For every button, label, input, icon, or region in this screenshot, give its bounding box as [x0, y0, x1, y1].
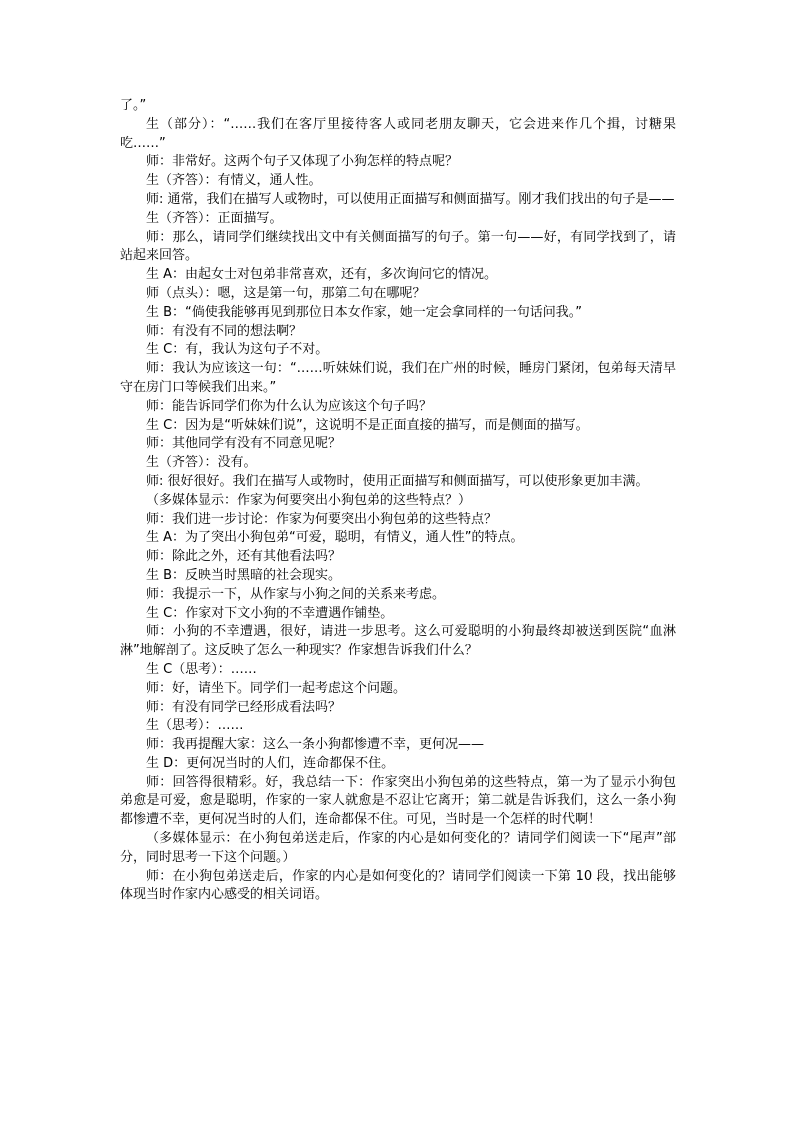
paragraph: 生（部分）：“……我们在客厅里接待客人或同老朋友聊天，它会进来作几个揖，讨糖果吃……” [120, 116, 676, 151]
paragraph: 生 A：由起女士对包弟非常喜欢，还有，多次询问它的情况。 [146, 267, 498, 283]
paragraph: 师：有没有同学已经形成看法吗？ [146, 699, 342, 715]
paragraph: 师：小狗的不幸遭遇，很好，请进一步思考。这么可爱聪明的小狗最终却被送到医院“血淋淋”地解剖了。这反映了怎么一种现实？作家想告诉我们什么？ [120, 624, 676, 659]
paragraph: （多媒体显示：在小狗包弟送走后，作家的内心是如何变化的？请同学们阅读一下“尾声”部分，同时思考一下这个问题。） [120, 831, 676, 865]
paragraph: 生（齐答）：没有。 [146, 455, 257, 471]
paragraph: （多媒体显示：作家为何要突出小狗包弟的这些特点？） [146, 492, 472, 508]
paragraph: 师：我再提醒大家：这么一条小狗都惨遭不幸，更何况—— [146, 737, 485, 753]
paragraph: 生（齐答）：有情义，通人性。 [146, 173, 322, 189]
paragraph: 师：好，请坐下。同学们一起考虑这个问题。 [146, 680, 407, 696]
paragraph: 师：能告诉同学们你为什么认为应该这个句子吗？ [146, 398, 433, 414]
paragraph: 师：我认为应该这一句：“……听妹妹们说，我们在广州的时候，睡房门紧闭，包弟每天清早守在房门口等候我们出来。” [120, 361, 676, 395]
document-page [120, 97, 676, 905]
paragraph: 生 A：为了突出小狗包弟“可爱，聪明，有情义，通人性”的特点。 [146, 530, 524, 546]
paragraph: 师: 很好很好。我们在描写人或物时，使用正面描写和侧面描写，可以使形象更加丰满。 [146, 473, 649, 489]
paragraph: 生（思考）：…… [146, 718, 244, 734]
paragraph: 师：其他同学有没有不同意见呢？ [146, 436, 342, 452]
paragraph: 师：除此之外，还有其他看法吗？ [146, 549, 342, 565]
paragraph: 生 C：有，我认为这句子不对。 [146, 342, 329, 358]
paragraph: 师：我们进一步讨论：作家为何要突出小狗包弟的这些特点？ [146, 511, 498, 527]
paragraph: 生 B：反映当时黑暗的社会现实。 [146, 567, 342, 583]
paragraph: 了。” [120, 98, 147, 113]
paragraph: 生（齐答）：正面描写。 [146, 210, 283, 226]
paragraph: 师：有没有不同的想法啊？ [146, 323, 303, 339]
paragraph: 师：回答得很精彩。好，我总结一下：作家突出小狗包弟的这些特点，第一为了显示小狗包弟愈是可爱，愈是聪明，作家的一家人就愈是不忍让它离开；第二就是告诉我们，这么一条小狗都惨遭不幸，更何况当时的人们，连命都保不住。可见，当时是一个怎样的时代啊！ [120, 774, 676, 828]
paragraph: 生 C：作家对下文小狗的不幸遭遇作铺垫。 [146, 605, 394, 621]
paragraph: 师：我提示一下，从作家与小狗之间的关系来考虑。 [146, 586, 446, 602]
paragraph: 师: 通常，我们在描写人或物时，可以使用正面描写和侧面描写。刚才我们找出的句子是—— [146, 191, 675, 207]
paragraph: 生 D：更何况当时的人们，连命都保不住。 [146, 755, 395, 771]
paragraph: 师：非常好。这两个句子又体现了小狗怎样的特点呢？ [146, 154, 459, 170]
paragraph: 生 C（思考）：…… [146, 661, 257, 677]
paragraph: 生 C：因为是“听妹妹们说”，这说明不是正面直接的描写，而是侧面的描写。 [146, 417, 589, 433]
paragraph: 师：那么，请同学们继续找出文中有关侧面描写的句子。第一句——好，有同学找到了，请站起来回答。 [120, 229, 676, 264]
paragraph: 生 B：“倘使我能够再见到那位日本女作家，她一定会拿同样的一句话问我。” [146, 304, 583, 320]
paragraph: 师：在小狗包弟送走后，作家的内心是如何变化的？请同学们阅读一下第 10 段，找出能够体现当时作家内心感受的相关词语。 [120, 868, 676, 903]
paragraph: 师（点头）：嗯，这是第一句，那第二句在哪呢？ [146, 285, 426, 301]
